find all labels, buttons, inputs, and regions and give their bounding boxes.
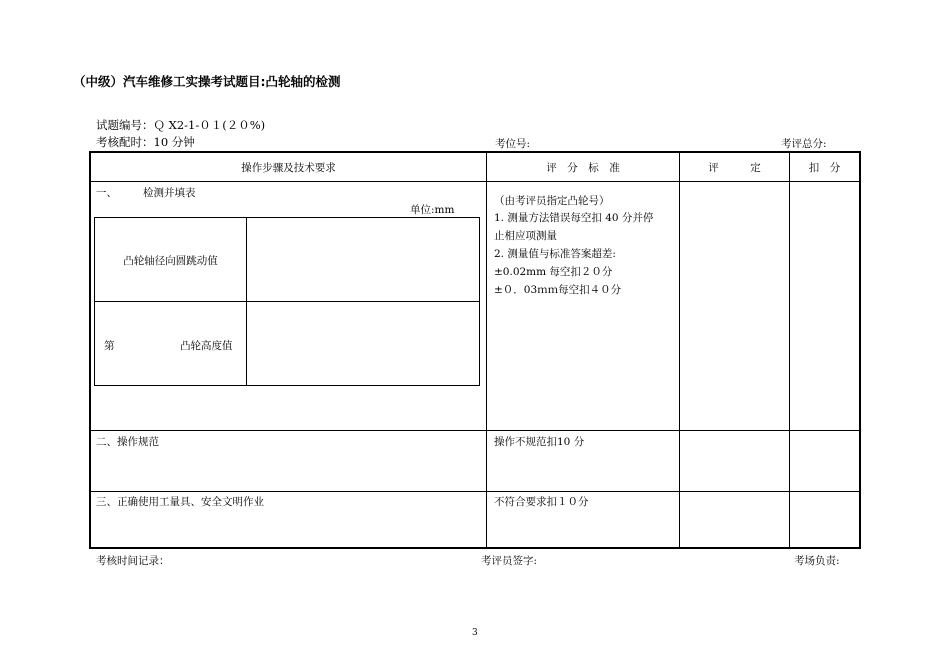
examiner-signature: 考评员签字: [481,555,538,567]
page-number: 3 [472,628,478,638]
step-1-title: 检测并填表 [143,187,196,199]
criteria-line-3: 止相应项测量 [494,230,557,242]
document-title: （中级）汽车维修工实操考试题目:凸轮轴的检测 [73,74,341,89]
criteria-line-6: ±０．03ｍｍ每空扣４０分 [494,284,622,296]
runout-value-cell[interactable] [247,218,479,301]
cam-height-label: 凸轮高度值 [180,340,233,352]
criteria-line-2: 1. 测量方法错误每空扣 40 分并停 [494,212,654,224]
time-allotted: 考核配时：10 分钟 [96,135,195,149]
criteria-line-5: ±0.02mm 每空扣２０分 [494,266,613,278]
header-deduct: 扣 分 [808,162,841,174]
step-1-number: 一、 [96,187,117,199]
unit-label: 单位:mm [410,204,455,216]
exam-time-record: 考核时间记录： [96,555,170,567]
criteria-step-2: 操作不规范扣10 分 [494,436,585,448]
exam-code [96,117,265,133]
seat-number-label: 考位号: [495,138,531,150]
venue-supervisor: 考场负责: [794,555,840,567]
criteria-line-1: （由考评员指定凸轮号） [494,195,610,207]
criteria-step-3: 不符合要求扣１０分 [494,496,589,508]
step-3: 三、正确使用工量具、安全文明作业 [96,496,264,508]
header-steps: 操作步骤及技术要求 [241,162,336,174]
criteria-line-4: 2. 测量值与标准答案超差: [494,248,616,260]
step-2: 二、操作规范 [96,436,159,448]
cam-height-value-cell[interactable] [247,302,479,385]
header-rating: 评 定 [708,162,761,174]
cam-number-prefix: 第 [104,340,115,352]
runout-label: 凸轮轴径向圆跳动值 [123,255,218,267]
header-criteria: 评 分 标 准 [546,162,620,174]
exam-code-value: Ｑ X2-1-０１(２０%) [153,118,266,132]
total-score-label: 考评总分: [781,138,827,150]
exam-code-label: 试题编号： [96,118,154,132]
